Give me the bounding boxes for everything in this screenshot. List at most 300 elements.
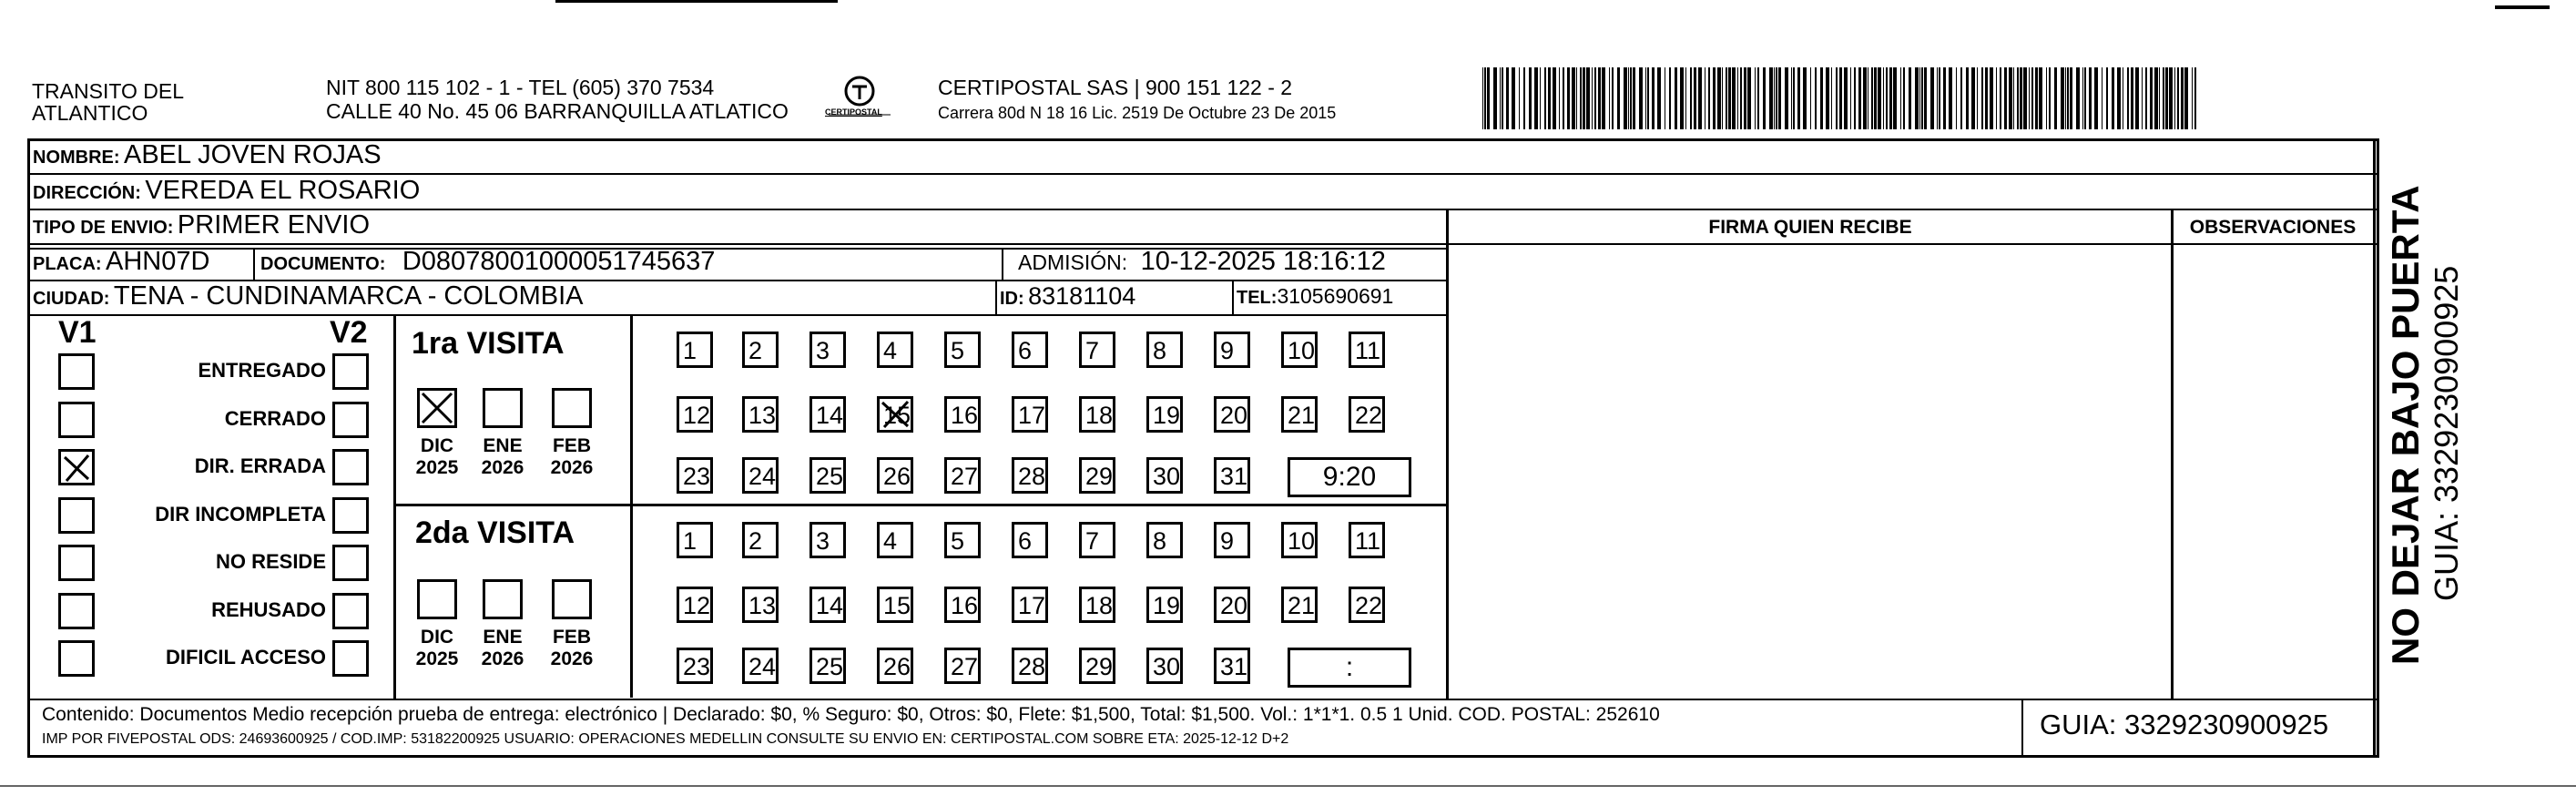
barcode-bar: [1990, 67, 1993, 129]
month-name: DIC: [420, 435, 454, 456]
second-visit-day-box[interactable]: [1214, 587, 1250, 623]
second-visit-day-box[interactable]: [809, 648, 846, 684]
type-value: PRIMER ENVIO: [177, 210, 371, 240]
barcode-bar: [1854, 67, 1856, 129]
barcode-bar: [1559, 67, 1560, 129]
status-label: ENTREGADO: [198, 359, 326, 382]
barcode-bar: [1831, 67, 1832, 129]
day-number: 16: [951, 402, 979, 429]
barcode-bar: [2184, 67, 2188, 129]
first-visit-day-box[interactable]: [1214, 396, 1250, 433]
day-number: 1: [683, 527, 697, 555]
second-visit-day-box[interactable]: [1349, 587, 1385, 623]
barcode-bar: [1617, 67, 1620, 129]
month-name: FEB: [553, 435, 591, 456]
day-number: 24: [748, 463, 777, 490]
day-number: 26: [883, 463, 911, 490]
barcode-bar: [1791, 67, 1792, 129]
address-field: [33, 176, 420, 206]
first-visit-day-box[interactable]: [1349, 396, 1385, 433]
first-visit-day-box[interactable]: [1146, 396, 1183, 433]
second-visit-day-box[interactable]: [1012, 522, 1048, 558]
second-visit-day-box[interactable]: [1079, 587, 1115, 623]
day-number: 31: [1220, 463, 1248, 490]
footer-imp-line: IMP POR FIVEPOSTAL ODS: 24693600925 / COD.IMP: 53182200925 USUARIO: OPERACIONES MEDELLIN CONSULTE SU ENVIO EN: CERTIPOSTAL.COM SOBRE ETA: 2025-12-12 D+2: [42, 731, 1289, 747]
logo-icon: [820, 75, 900, 126]
day-number: 23: [683, 463, 711, 490]
barcode-bar: [1519, 67, 1520, 129]
second-visit-day-box[interactable]: [1146, 522, 1183, 558]
admission-label: ADMISIÓN:: [1018, 250, 1128, 274]
barcode-bar: [1529, 67, 1532, 129]
bottom-edge-line: [0, 785, 2576, 787]
tel-field: [1237, 284, 1393, 309]
day-number: 14: [816, 402, 844, 429]
v2-checkbox[interactable]: [332, 353, 369, 390]
first-visit-day-box[interactable]: [1012, 396, 1048, 433]
first-visit-day-box[interactable]: [944, 332, 981, 368]
month-year: 2026: [550, 648, 594, 669]
second-visit-month-checkbox[interactable]: [417, 579, 457, 619]
admission-value: 10-12-2025 18:16:12: [1140, 247, 1386, 276]
day-number: 28: [1018, 653, 1046, 680]
v2-checkbox[interactable]: [332, 449, 369, 485]
month-check-icon: [420, 391, 454, 425]
type-label: TIPO DE ENVIO:: [33, 218, 174, 238]
barcode-bar: [2177, 67, 2179, 129]
barcode-bar: [1747, 67, 1751, 129]
day-number: 3: [816, 527, 830, 555]
first-visit-day-box[interactable]: [742, 332, 779, 368]
barcode-bar: [1889, 67, 1892, 129]
second-visit-day-box[interactable]: [742, 587, 779, 623]
day-number: 14: [816, 592, 844, 619]
first-visit-day-box[interactable]: [877, 396, 913, 433]
org-name-line2: ATLANTICO: [32, 101, 148, 125]
first-visit-day-box[interactable]: [1079, 457, 1115, 494]
day-number: 23: [683, 653, 711, 680]
barcode-bar: [2031, 67, 2033, 129]
v1-checkbox[interactable]: [58, 353, 95, 390]
barcode-bar: [1844, 67, 1848, 129]
second-visit-day-box[interactable]: [877, 522, 913, 558]
barcode-bar: [2039, 67, 2042, 129]
day-number: 19: [1153, 402, 1181, 429]
barcode-bar: [2163, 67, 2164, 129]
barcode-bar: [2061, 67, 2064, 129]
second-visit-month-checkbox[interactable]: [552, 579, 592, 619]
barcode-bar: [1915, 67, 1919, 129]
day-number: 15: [883, 402, 911, 429]
barcode-bar: [1645, 67, 1646, 129]
side-guia: GUIA: 3329230900925: [2428, 265, 2465, 601]
barcode-bar: [1726, 67, 1727, 129]
barcode-bar: [1858, 67, 1861, 129]
v1-label: V1: [58, 315, 97, 350]
barcode-bar: [1874, 67, 1877, 129]
barcode-bar: [1523, 67, 1525, 129]
barcode-bar: [2169, 67, 2173, 129]
first-visit-day-box[interactable]: [877, 332, 913, 368]
day-number: 1: [683, 337, 697, 364]
row-line: [27, 209, 2379, 210]
day-number: 17: [1018, 592, 1046, 619]
month-name: ENE: [483, 435, 523, 456]
barcode-bar: [2112, 67, 2114, 129]
day-number: 13: [748, 402, 777, 429]
barcode-bar: [1886, 67, 1888, 129]
barcode-bar: [1971, 67, 1975, 129]
city-label: CIUDAD:: [33, 289, 110, 309]
first-visit-day-box[interactable]: [677, 457, 713, 494]
day-number: 31: [1220, 653, 1248, 680]
day-number: 21: [1288, 592, 1316, 619]
second-visit-day-box[interactable]: [742, 522, 779, 558]
v2-checkbox[interactable]: [332, 545, 369, 581]
first-visit-day-box[interactable]: [677, 396, 713, 433]
first-visit-day-box[interactable]: [1146, 332, 1183, 368]
barcode-bar: [1826, 67, 1829, 129]
barcode-bar: [2127, 67, 2129, 129]
barcode-bar: [1647, 67, 1649, 129]
barcode-bar: [1930, 67, 1934, 129]
observations-header: OBSERVACIONES: [2189, 217, 2357, 238]
first-visit-title: 1ra VISITA: [412, 326, 565, 361]
barcode-bar: [2084, 67, 2086, 129]
barcode-bar: [2192, 67, 2193, 129]
day-number: 6: [1018, 337, 1033, 364]
second-visit-day-box[interactable]: [742, 648, 779, 684]
barcode-bar: [1698, 67, 1702, 129]
day-number: 21: [1288, 402, 1316, 429]
v2-checkbox[interactable]: [332, 593, 369, 629]
first-visit-day-box[interactable]: [809, 332, 846, 368]
barcode-bar: [1740, 67, 1742, 129]
col-line: [995, 281, 997, 314]
plate-label: PLACA:: [33, 254, 102, 274]
col-line: [2373, 138, 2379, 141]
barcode-bar: [2142, 67, 2143, 129]
barcode-bar: [1755, 67, 1756, 129]
barcode-bar: [1609, 67, 1610, 129]
barcode-bar: [1602, 67, 1605, 129]
second-visit-day-box[interactable]: [1012, 648, 1048, 684]
day-number: 17: [1018, 402, 1046, 429]
first-visit-day-box[interactable]: [742, 457, 779, 494]
barcode-bar: [1949, 67, 1952, 129]
barcode-bar: [1757, 67, 1759, 129]
second-visit-day-box[interactable]: [1281, 587, 1318, 623]
barcode-bar: [2194, 67, 2196, 129]
second-visit-day-box[interactable]: [944, 587, 981, 623]
first-visit-day-box[interactable]: [1012, 457, 1048, 494]
barcode-bar: [1900, 67, 1901, 129]
barcode-bar: [1534, 67, 1538, 129]
first-visit-day-box[interactable]: [944, 396, 981, 433]
second-visit-day-box[interactable]: [1012, 587, 1048, 623]
barcode-bar: [2174, 67, 2175, 129]
barcode-bar: [2131, 67, 2133, 129]
barcode-bar: [1763, 67, 1766, 129]
tel-value: 3105690691: [1277, 284, 1394, 308]
barcode-bar: [1586, 67, 1590, 129]
day-number: 5: [951, 527, 965, 555]
barcode-bar: [1981, 67, 1983, 129]
first-visit-month-checkbox[interactable]: [552, 388, 592, 428]
day-number: 26: [883, 653, 911, 680]
day-number: 18: [1085, 592, 1114, 619]
second-visit-day-box[interactable]: [1214, 522, 1250, 558]
barcode-bar: [1544, 67, 1546, 129]
barcode-bar: [1919, 67, 1920, 129]
first-visit-day-box[interactable]: [742, 396, 779, 433]
guia-box: GUIA: 3329230900925: [2040, 709, 2329, 740]
second-visit-day-box[interactable]: [677, 648, 713, 684]
col-line: [1232, 281, 1234, 314]
first-visit-day-box[interactable]: [944, 457, 981, 494]
second-visit-day-box[interactable]: [944, 522, 981, 558]
barcode-bar: [1839, 67, 1842, 129]
month-name: DIC: [420, 627, 454, 648]
second-visit-month-checkbox[interactable]: [483, 579, 523, 619]
barcode-bar: [1774, 67, 1775, 129]
day-number: 12: [683, 592, 711, 619]
barcode-bar: [1737, 67, 1738, 129]
barcode-bar: [1484, 67, 1486, 129]
col-line: [253, 249, 255, 281]
top-edge-line: [555, 0, 838, 3]
barcode-bar: [2035, 67, 2038, 129]
day-number: 29: [1085, 653, 1114, 680]
second-visit-day-box[interactable]: [1281, 522, 1318, 558]
barcode-bar: [1512, 67, 1515, 129]
second-visit-day-box[interactable]: [944, 648, 981, 684]
month-year: 2026: [481, 457, 524, 478]
barcode-bar: [1500, 67, 1501, 129]
first-visit-day-box[interactable]: [1012, 332, 1048, 368]
day-number: 5: [951, 337, 965, 364]
second-visit-day-box[interactable]: [809, 587, 846, 623]
first-visit-month-checkbox[interactable]: [417, 388, 457, 428]
barcode-bar: [2102, 67, 2103, 129]
v1-checkbox[interactable]: [58, 402, 95, 438]
second-visit-time-box[interactable]: :: [1288, 648, 1411, 688]
day-number: 22: [1355, 402, 1383, 429]
first-visit-day-box[interactable]: [877, 457, 913, 494]
id-label: ID:: [1000, 289, 1024, 309]
carrier-logo: [820, 75, 900, 126]
second-visit-day-box[interactable]: [1079, 648, 1115, 684]
day-number: 30: [1153, 463, 1181, 490]
day-number: 11: [1355, 337, 1381, 364]
barcode-bar: [2089, 67, 2092, 129]
first-visit-day-box[interactable]: [1214, 332, 1250, 368]
barcode-bar: [1769, 67, 1773, 129]
month-year: 2026: [550, 457, 594, 478]
id-value: 83181104: [1028, 282, 1136, 310]
barcode-bar: [1732, 67, 1736, 129]
day-number: 28: [1018, 463, 1046, 490]
first-visit-day-box[interactable]: [1281, 396, 1318, 433]
col-line: [2171, 210, 2174, 699]
first-visit-day-box[interactable]: [1214, 457, 1250, 494]
carrier-line: CERTIPOSTAL SAS | 900 151 122 - 2: [938, 76, 1293, 99]
second-visit-day-box[interactable]: [1079, 522, 1115, 558]
month-name: FEB: [553, 627, 591, 648]
document-label: DOCUMENTO:: [260, 254, 386, 274]
status-label: REHUSADO: [211, 597, 326, 621]
v2-checkbox[interactable]: [332, 497, 369, 534]
day-number: 4: [883, 337, 898, 364]
barcode-bar: [1708, 67, 1710, 129]
v2-checkbox[interactable]: [332, 402, 369, 438]
barcode-bar: [1785, 67, 1788, 129]
month-year: 2026: [481, 648, 524, 669]
day-number: 3: [816, 337, 830, 364]
v1-checkbox[interactable]: [58, 449, 95, 485]
barcode-bar: [1652, 67, 1655, 129]
status-label: DIR. ERRADA: [194, 454, 326, 477]
barcode-bar: [1996, 67, 1997, 129]
month-year: 2025: [415, 457, 459, 478]
barcode-bar: [2009, 67, 2012, 129]
v1-checkbox[interactable]: [58, 640, 95, 677]
barcode-bar: [1502, 67, 1503, 129]
second-visit-day-box[interactable]: [877, 587, 913, 623]
barcode-bar: [1633, 67, 1635, 129]
second-visit-day-box[interactable]: [677, 587, 713, 623]
address-label: DIRECCIÓN:: [33, 183, 141, 203]
document-field: [260, 247, 715, 277]
top-edge-line: [2495, 5, 2550, 9]
barcode-bar: [1903, 67, 1905, 129]
barcode: [1482, 67, 2200, 129]
col-line: [2373, 138, 2376, 758]
first-visit-day-box[interactable]: [1146, 457, 1183, 494]
first-visit-month-checkbox[interactable]: [483, 388, 523, 428]
v1-checkbox[interactable]: [58, 545, 95, 581]
v1-checkbox[interactable]: [58, 593, 95, 629]
barcode-bar: [1580, 67, 1582, 129]
barcode-bar: [1956, 67, 1957, 129]
barcode-bar: [1966, 67, 1969, 129]
day-number: 27: [951, 653, 979, 680]
barcode-bar: [1883, 67, 1884, 129]
first-visit-day-box[interactable]: [1281, 332, 1318, 368]
check-x-icon: [61, 452, 92, 483]
barcode-bar: [1583, 67, 1585, 129]
day-number: 2: [748, 527, 763, 555]
day-number: 25: [816, 463, 844, 490]
barcode-bar: [1744, 67, 1746, 129]
first-visit-time-box[interactable]: 9:20: [1288, 457, 1411, 497]
second-visit-day-box[interactable]: [1146, 587, 1183, 623]
document-value: D08078001000051745637: [402, 247, 716, 276]
city-field: [33, 281, 584, 311]
barcode-bar: [1797, 67, 1800, 129]
tel-label: TEL:: [1237, 288, 1278, 308]
col-line: [2021, 699, 2023, 758]
name-value: ABEL JOVEN ROJAS: [124, 140, 382, 169]
barcode-bar: [2029, 67, 2030, 129]
first-visit-day-box[interactable]: [1079, 396, 1115, 433]
barcode-bar: [1594, 67, 1596, 129]
barcode-bar: [1690, 67, 1692, 129]
second-visit-day-box[interactable]: [1349, 522, 1385, 558]
barcode-bar: [1939, 67, 1940, 129]
barcode-bar: [2159, 67, 2160, 129]
barcode-bar: [1778, 67, 1781, 129]
day-number: 30: [1153, 653, 1181, 680]
day-number: 25: [816, 653, 844, 680]
barcode-bar: [1563, 67, 1564, 129]
day-number: 27: [951, 463, 979, 490]
carrier-license-line: Carrera 80d N 18 16 Lic. 2519 De Octubre 23 De 2015: [938, 104, 1337, 122]
address-line: CALLE 40 No. 45 06 BARRANQUILLA ATLATICO: [326, 99, 789, 123]
barcode-bar: [1722, 67, 1723, 129]
day-number: 13: [748, 592, 777, 619]
row-line: [27, 699, 2379, 700]
barcode-bar: [1680, 67, 1684, 129]
v2-label: V2: [330, 315, 368, 350]
first-visit-day-box[interactable]: [809, 457, 846, 494]
barcode-bar: [2076, 67, 2080, 129]
visit-divider: [393, 315, 396, 699]
status-label: DIFICIL ACCESO: [165, 646, 326, 668]
plate-value: AHN07D: [106, 247, 210, 276]
day-number: 16: [951, 592, 979, 619]
second-visit-day-box[interactable]: [809, 522, 846, 558]
barcode-bar: [1803, 67, 1807, 129]
id-field: [1000, 282, 1135, 311]
status-label: NO RESIDE: [215, 550, 326, 573]
second-visit-day-box[interactable]: [677, 522, 713, 558]
barcode-bar: [1639, 67, 1643, 129]
city-value: TENA - CUNDINAMARCA - COLOMBIA: [113, 281, 584, 311]
barcode-bar: [1630, 67, 1632, 129]
barcode-bar: [1850, 67, 1851, 129]
barcode-bar: [1675, 67, 1677, 129]
status-label: DIR INCOMPLETA: [155, 502, 326, 526]
barcode-bar: [1657, 67, 1661, 129]
barcode-bar: [1624, 67, 1627, 129]
day-number: 18: [1085, 402, 1114, 429]
first-visit-day-box[interactable]: [809, 396, 846, 433]
barcode-bar: [1960, 67, 1962, 129]
day-number: 7: [1085, 527, 1100, 555]
second-visit-day-box[interactable]: [1214, 648, 1250, 684]
v1-checkbox[interactable]: [58, 497, 95, 534]
barcode-bar: [1717, 67, 1721, 129]
barcode-bar: [1493, 67, 1497, 129]
v2-checkbox[interactable]: [332, 640, 369, 677]
first-visit-day-box[interactable]: [1079, 332, 1115, 368]
barcode-bar: [1598, 67, 1601, 129]
barcode-bar: [1487, 67, 1490, 129]
day-number: 20: [1220, 402, 1248, 429]
first-visit-day-box[interactable]: [1349, 332, 1385, 368]
col-line: [1002, 249, 1003, 281]
barcode-bar: [1871, 67, 1873, 129]
second-visit-title: 2da VISITA: [415, 515, 575, 550]
second-visit-day-box[interactable]: [877, 648, 913, 684]
barcode-bar: [2154, 67, 2158, 129]
first-visit-day-box[interactable]: [677, 332, 713, 368]
day-number: 6: [1018, 527, 1033, 555]
second-visit-day-box[interactable]: [1146, 648, 1183, 684]
day-number: 8: [1153, 337, 1167, 364]
day-number: 20: [1220, 592, 1248, 619]
